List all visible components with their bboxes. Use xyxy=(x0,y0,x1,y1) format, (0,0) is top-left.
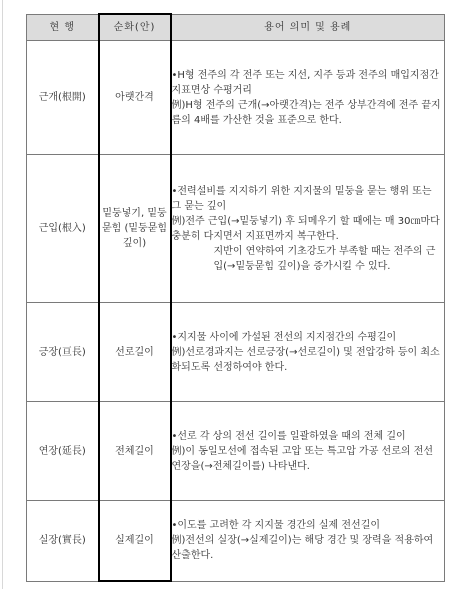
table-row xyxy=(27,501,445,582)
definition-text: •선로 각 상의 전선 길이를 일괄하였을 때의 전체 길이 xyxy=(171,430,406,442)
term-cell: 근개(根開) xyxy=(27,41,99,155)
meaning-cell xyxy=(171,155,445,303)
terminology-table xyxy=(26,13,445,582)
term-cell: 근입(根入) xyxy=(27,155,99,303)
definition-text: •전력설비를 지지하기 위한 지지물의 밑둥을 묻는 행위 또는 그 묻는 깊이 xyxy=(171,185,432,212)
header-row xyxy=(27,14,445,41)
example-text: 例)전주 근입(→밑둥넣기) 후 되메우기 할 때에는 매 30㎝마다 충분히 다지면서 지표면까지 복구한다. xyxy=(171,215,440,242)
header-refined-term: 순화(안) xyxy=(99,14,171,41)
example-text: 例)H형 전주의 근개(→아랫간격)는 전주 상부간격에 전주 끝지름의 4배를 가산한 것을 표준으로 한다. xyxy=(171,99,441,126)
refined-term-cell: 아랫간격 xyxy=(99,41,171,155)
example-continuation-text: 지반이 연약하여 기초강도가 부족할 때는 전주의 근입(→밑둥묻힘 깊이)을 증가시킬 수 있다. xyxy=(213,245,436,272)
example-text: 例)선로경과지는 선로긍장(→선로길이) 및 전압강하 등이 최소화되도록 선정하여야 한다. xyxy=(171,346,440,373)
definition-text: •지지물 사이에 가설된 전선의 지지점간의 수평길이 xyxy=(171,331,397,343)
meaning-cell xyxy=(171,402,445,501)
table-row xyxy=(27,155,445,303)
page-edge-line xyxy=(2,0,3,589)
table-row xyxy=(27,41,445,155)
header-current-term: 현 행 xyxy=(27,14,99,41)
meaning-cell xyxy=(171,303,445,402)
term-cell: 실장(實長) xyxy=(27,501,99,582)
example-text: 例)전선의 실장(→실제길이)는 해당 경간 및 장력을 적용하여 산출한다. xyxy=(171,535,434,562)
table-row xyxy=(27,303,445,402)
refined-term-cell: 선로길이 xyxy=(99,303,171,402)
meaning-cell xyxy=(171,41,445,155)
example-text: 例)이 동일모선에 접속된 고압 또는 특고압 가공 선로의 전선 연장을(→전체길이를) 나타낸다. xyxy=(171,445,434,472)
meaning-cell xyxy=(171,501,445,582)
definition-text: •H형 전주의 각 전주 또는 지선, 지주 등과 전주의 매입지점간 지표면상 수평거리 xyxy=(171,69,439,96)
table-row xyxy=(27,402,445,501)
definition-text: •이도를 고려한 각 지지물 경간의 실제 전선길이 xyxy=(171,520,381,532)
term-cell: 긍장(亘長) xyxy=(27,303,99,402)
term-cell: 연장(延長) xyxy=(27,402,99,501)
header-meaning-usage: 용어 의미 및 용례 xyxy=(171,14,445,41)
refined-term-cell: 전체길이 xyxy=(99,402,171,501)
refined-term-cell: 밑둥넣기, 밑둥묻힘 (밑둥묻힘 깊이) xyxy=(99,155,171,303)
refined-term-cell: 실제길이 xyxy=(99,501,171,582)
